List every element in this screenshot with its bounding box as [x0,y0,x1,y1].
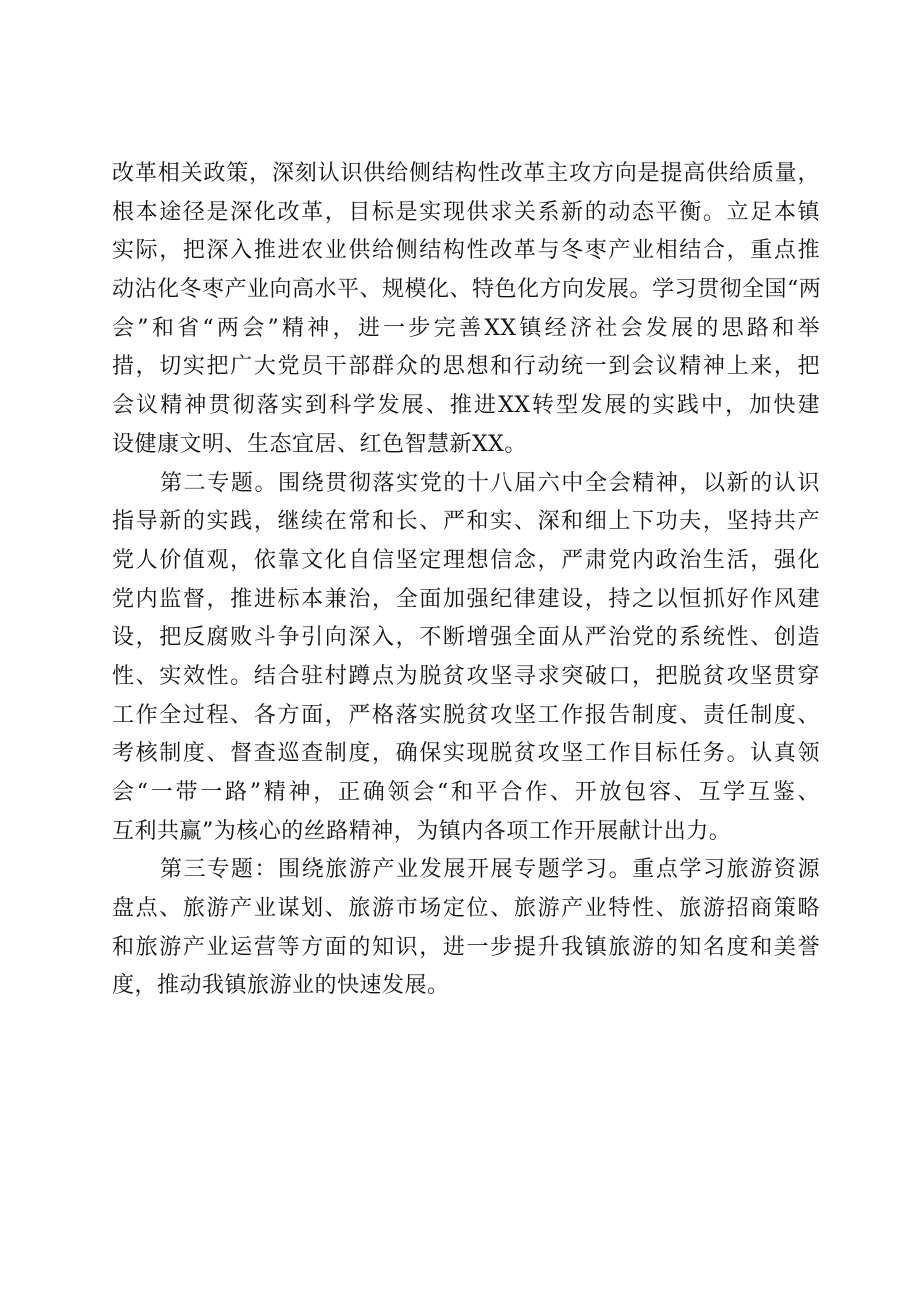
text-line: 盘点、旅游产业谋划、旅游市场定位、旅游产业特性、旅游招商策略 [112,896,820,922]
text-line: 实际，把深入推进农业供给侧结构性改革与冬枣产业相结合，重点推 [112,238,820,264]
text-line: 性、实效性。结合驻村蹲点为脱贫攻坚寻求突破口，把脱贫攻坚贯穿 [112,663,820,689]
text-line: 根本途径是深化改革，目标是实现供求关系新的动态平衡。立足本镇 [112,199,820,225]
text-line: 党人价值观，依靠文化自信坚定理想信念，严肃党内政治生活，强化 [112,547,820,573]
text-line: 第二专题。围绕贯彻落实党的十八届六中全会精神，以新的认识 [160,470,820,496]
text-line: 会议精神贯彻落实到科学发展、推进XX转型发展的实践中，加快建 [112,393,820,419]
text-line: 会”和省“两会”精神，进一步完善XX镇经济社会发展的思路和举 [112,315,820,341]
text-line: 度，推动我镇旅游业的快速发展。 [112,973,450,999]
text-line: 会“一带一路”精神，正确领会“和平合作、开放包容、互学互鉴、 [112,780,820,805]
text-line: 工作全过程、各方面，严格落实脱贫攻坚工作报告制度、责任制度、 [112,702,820,728]
text-line: 考核制度、督查巡查制度，确保实现脱贫攻坚工作目标任务。认真领 [112,741,820,767]
text-line: 措，切实把广大党员干部群众的思想和行动统一到会议精神上来，把 [112,354,820,380]
text-line: 设，把反腐败斗争引向深入，不断增强全面从严治党的系统性、创造 [112,625,820,651]
text-line: 第三专题：围绕旅游产业发展开展专题学习。重点学习旅游资源 [160,857,820,883]
text-line: 改革相关政策，深刻认识供给侧结构性改革主攻方向是提高供给质量， [112,161,820,186]
text-line: 互利共赢”为核心的丝路精神，为镇内各项工作开展献计出力。 [112,818,732,844]
document-body [112,155,820,1006]
paragraph-reform-continued [112,155,820,465]
text-line: 党内监督，推进标本兼治，全面加强纪律建设，持之以恒抓好作风建 [112,586,820,612]
text-line: 动沾化冬枣产业向高水平、规模化、特色化方向发展。学习贯彻全国“两 [112,277,822,303]
text-line: 指导新的实践，继续在常和长、严和实、深和细上下功夫，坚持共产 [112,509,820,535]
text-line: 和旅游产业运营等方面的知识，进一步提升我镇旅游的知名度和美誉 [112,934,820,960]
paragraph-topic-three [112,851,820,1006]
paragraph-topic-two [112,465,820,852]
text-line: 设健康文明、生态宜居、红色智慧新XX。 [112,431,527,457]
